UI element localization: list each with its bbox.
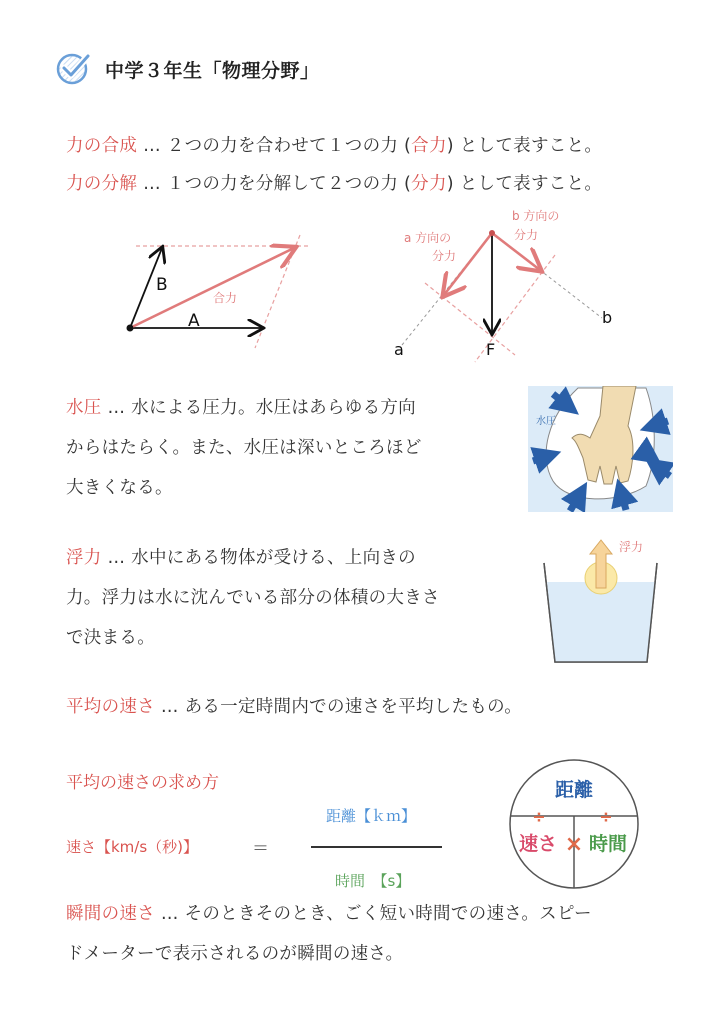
composition-text-after: ) として表すこと。 <box>446 136 603 156</box>
label-b-axis: b <box>602 308 613 327</box>
water-pressure-term: 水圧 <box>66 398 102 418</box>
average-speed-term: 平均の速さ <box>66 697 155 717</box>
check-circle-icon <box>55 50 95 90</box>
formula-denominator: 時間 【s】 <box>335 872 411 890</box>
ellipsis: … <box>107 548 126 568</box>
circle-distance: 距離 <box>554 779 594 801</box>
page-title: 中学３年生「物理分野」 <box>105 60 320 82</box>
water-pressure-illustration <box>528 386 673 512</box>
label-f: F <box>486 340 496 359</box>
formula-equals: ＝ <box>252 839 269 859</box>
instant-speed-line-1 <box>66 894 686 934</box>
decomposition-text-after: ) として表すこと。 <box>446 174 603 194</box>
water-pressure-line-3: 大きくなる。 <box>66 478 173 498</box>
speed-circle-diagram <box>502 758 647 890</box>
ellipsis: … <box>160 697 179 717</box>
ellipsis: … <box>107 398 126 418</box>
buoyancy-line-2: 力。浮力は水に沈んでいる部分の体積の大きさ <box>66 588 440 608</box>
composition-term: 力の合成 <box>66 136 138 156</box>
label-a: A <box>188 311 200 331</box>
decomposition-text-before: １つの力を分解して２つの力 ( <box>166 174 412 194</box>
buoyancy-term: 浮力 <box>66 548 102 568</box>
decomposition-highlight: 分力 <box>411 174 447 194</box>
average-speed-line <box>66 693 522 718</box>
decomposition-line <box>66 170 602 195</box>
water-pressure-line-2: からはたらく。また、水圧は深いところほど <box>66 438 422 458</box>
fraction-bar <box>311 846 442 848</box>
instant-speed-text <box>66 894 686 974</box>
formula-numerator: 距離【ｋｍ】 <box>326 807 417 825</box>
decomposition-term: 力の分解 <box>66 174 138 194</box>
label-resultant: 合力 <box>213 291 238 305</box>
force-decomposition-diagram <box>380 200 630 370</box>
water-pressure-line1-text: 水による圧力。水圧はあらゆる方向 <box>131 398 416 418</box>
label-a-component-line1: a 方向の <box>404 231 452 245</box>
water-pressure-line-1 <box>66 388 506 428</box>
composition-text-before: ２つの力を合わせて１つの力 ( <box>166 136 412 156</box>
label-a-axis: a <box>394 340 404 359</box>
buoyancy-illustration <box>535 530 680 670</box>
buoyancy-line1-text: 水中にある物体が受ける、上向きの <box>131 548 416 568</box>
instant-speed-line1-text: そのときそのとき、ごく短い時間での速さ。スピー <box>184 904 592 924</box>
ellipsis: … <box>143 136 161 156</box>
buoyancy-text <box>66 538 526 658</box>
buoyancy-line-1 <box>66 538 526 578</box>
water-pressure-label: 水圧 <box>536 416 556 427</box>
circle-speed: 速さ <box>518 833 558 855</box>
composition-highlight: 合力 <box>411 136 447 156</box>
label-b-component-line1: b 方向の <box>512 209 560 223</box>
label-a-component-line2: 分力 <box>432 249 457 263</box>
average-speed-text: ある一定時間内での速さを平均したもの。 <box>184 697 523 717</box>
formula-lhs: 速さ【km/s（秒)】 <box>66 838 199 856</box>
ellipsis: … <box>143 174 161 194</box>
circle-time: 時間 <box>588 833 628 855</box>
multiply-icon: × <box>564 832 584 857</box>
instant-speed-term: 瞬間の速さ <box>66 904 155 924</box>
buoyancy-line-3: で決まる。 <box>66 628 155 648</box>
label-b-component-line2: 分力 <box>514 228 539 242</box>
ellipsis: … <box>160 904 179 924</box>
instant-speed-line-2: ドメーターで表示されるのが瞬間の速さ。 <box>66 944 404 964</box>
buoyancy-label: 浮力 <box>619 540 644 554</box>
label-b: B <box>156 275 168 295</box>
divide-right-icon: ÷ <box>599 807 613 826</box>
composition-line <box>66 132 602 157</box>
formula-heading: 平均の速さの求め方 <box>66 773 219 793</box>
divide-left-icon: ÷ <box>532 807 546 826</box>
water-pressure-text <box>66 388 506 508</box>
force-composition-diagram <box>100 220 330 350</box>
